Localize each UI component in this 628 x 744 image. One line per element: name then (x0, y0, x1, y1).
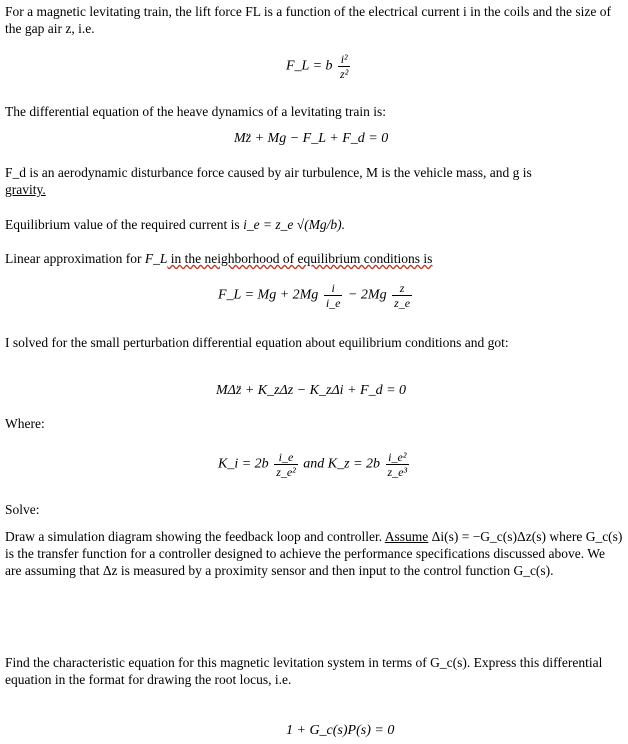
eq1-lhs: F_L = b (286, 58, 333, 74)
task-assume: Assume (384, 529, 429, 544)
equilibrium-current-line (5, 216, 623, 233)
eq3-frac2-num: z (392, 281, 412, 296)
equilibrium-text: Equilibrium value of the required current is (5, 217, 244, 232)
lift-force-equation (286, 52, 352, 81)
equilibrium-math: i_e = z_e √(Mg/b). (243, 217, 346, 232)
linear-approx-text-a: Linear approximation for (5, 251, 145, 266)
eq3-part-a: F_L = Mg + 2Mg (218, 287, 319, 303)
linear-approx-text-c: in the neighborhood of equilibrium conditions is (167, 251, 433, 266)
linear-approx-fl: F_L (144, 251, 168, 266)
linearized-lift-equation (218, 281, 414, 310)
eq5-frac2-num: i_e² (386, 450, 410, 465)
gravity-word: gravity. (5, 182, 46, 197)
root-locus-equation: 1 + G_c(s)P(s) = 0 (286, 723, 395, 738)
eq1-denominator: z² (340, 67, 349, 81)
eq5-ki: K_i = 2b (218, 456, 269, 472)
eq3-frac1-den: i_e (325, 296, 341, 310)
intro-paragraph: For a magnetic levitating train, the lift force FL is a function of the electrical current i in the coils and the size of the gap air z, i.e. (5, 4, 612, 36)
eq3-frac1-num: i (324, 281, 343, 296)
gain-definitions (218, 450, 411, 479)
heave-equation: Mz̈ + Mg − F_L + F_d = 0 (234, 131, 389, 146)
simulation-diagram-task (5, 528, 623, 579)
disturbance-description: F_d is an aerodynamic disturbance force caused by air turbulence, M is the vehicle mass, and g is (5, 165, 532, 180)
perturbation-intro: I solved for the small perturbation differential equation about equilibrium conditions and got: (5, 335, 509, 350)
eq5-frac1-den: z_e² (276, 465, 296, 479)
eq5-kz: and K_z = 2b (303, 456, 381, 472)
solve-label: Solve: (5, 502, 40, 517)
where-label: Where: (5, 416, 45, 431)
characteristic-equation-task: Find the characteristic equation for this magnetic levitation system in terms of G_c(s). Express this differential equation in the format for drawing the root locus, i.e. (5, 655, 603, 687)
linear-approximation-line (5, 250, 623, 267)
perturbation-equation: MΔz̈ + K_zΔz − K_zΔi + F_d = 0 (216, 383, 407, 398)
heave-dynamics-intro: The differential equation of the heave dynamics of a levitating train is: (5, 104, 386, 119)
task-text-c: Δi(s) = −G_c(s)Δz(s) where G_c(s) is the transfer function for a controller designed to achieve the performance specifications discussed above. We are assuming that Δz is measured by a proximity sensor and then input to the control function G_c(s). (5, 529, 623, 578)
eq5-frac1-num: i_e (274, 450, 298, 465)
eq3-part-b: − 2Mg (347, 287, 387, 303)
task-text-a: Draw a simulation diagram showing the feedback loop and controller. (5, 529, 385, 544)
eq3-frac2-den: z_e (394, 296, 411, 310)
eq5-frac2-den: z_e³ (387, 465, 408, 479)
eq1-numerator: i² (338, 52, 350, 67)
